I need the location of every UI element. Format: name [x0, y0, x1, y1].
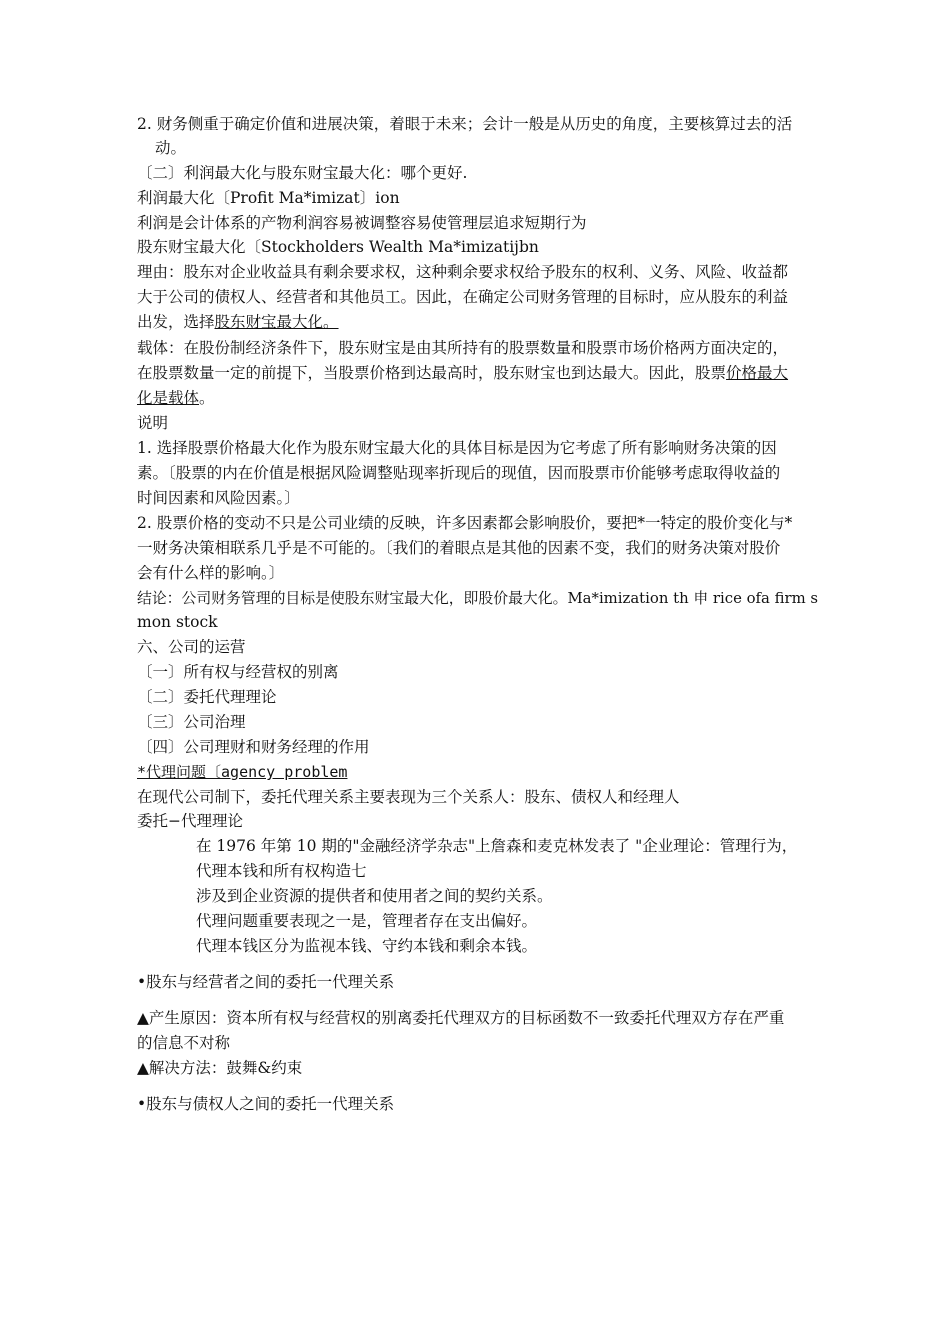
underlined-heading: *代理问题〔agency problem [137, 763, 348, 781]
text-line [137, 387, 215, 409]
underlined-text: 股东财宝最大化。 [214, 313, 339, 331]
text-span: 出发，选择 [137, 313, 215, 331]
text-line [137, 362, 788, 384]
text-line: 利润是会计体系的产物利润容易被调整容易使管理层追求短期行为 [137, 214, 587, 232]
text-line: 会有什么样的影响。〕 [137, 564, 285, 582]
text-line: 一财务决策相联系几乎是不可能的。〔我们的着眼点是其他的因素不变，我们的财务决策对股价 [137, 539, 781, 557]
text-line: 时间因素和风险因素。〕 [137, 489, 300, 507]
text-line: ▲产生原因：资本所有权与经营权的别离委托代理双方的目标函数不一致委托代理双方存在严重 [137, 1009, 785, 1027]
underlined-text: 价格最大 [726, 364, 789, 382]
text-line: 2. 股票价格的变动不只是公司业绩的反映，许多因素都会影响股价，要把*一特定的股价变化与* [137, 514, 793, 532]
text-line: 在现代公司制下，委托代理关系主要表现为三个关系人：股东、债权人和经理人 [137, 788, 680, 806]
bullet-item: •股东与债权人之间的委托一代理关系 [137, 1095, 395, 1113]
text-line: 涉及到企业资源的提供者和使用者之间的契约关系。 [196, 887, 553, 905]
text-line: 素。〔股票的内在价值是根据风险调整贴现率折现后的现值，因而股票市价能够考虑取得收益的 [137, 464, 781, 482]
text-line: 利润最大化〔Profit Ma*imizat〕ion [137, 189, 400, 207]
text-span: 在股票数量一定的前提下，当股票价格到达最高时，股东财宝也到达最大。因此，股票 [137, 364, 727, 382]
text-line: 委托−代理理论 [137, 812, 243, 830]
underlined-text: 化是载体 [137, 389, 200, 407]
text-line: 载体：在股份制经济条件下，股东财宝是由其所持有的股票数量和股票市场价格两方面决定的， [137, 339, 789, 357]
text-line: 〔二〕委托代理理论 [137, 688, 277, 706]
text-line: 动。 [155, 139, 187, 157]
text-line: 代理本钱和所有权构造七 [196, 862, 367, 880]
text-line [137, 311, 339, 333]
text-line: 大于公司的债权人、经营者和其他员工。因此，在确定公司财务管理的目标时，应从股东的利益 [137, 288, 789, 306]
text-line: 1. 选择股票价格最大化作为股东财宝最大化的具体目标是因为它考虑了所有影响财务决策的因 [137, 439, 777, 457]
text-line: 结论：公司财务管理的目标是使股东财宝最大化，即股价最大化。Ma*imization th 申 rice ofa firm s [137, 589, 818, 607]
section-heading: 〔二〕利润最大化与股东财宝最大化：哪个更好. [137, 164, 468, 182]
section-heading: 六、公司的运营 [137, 638, 246, 656]
text-line: 股东财宝最大化〔Stockholders Wealth Ma*imizatijbn [137, 238, 539, 256]
bullet-item: •股东与经营者之间的委托一代理关系 [137, 973, 395, 991]
text-span: 。 [199, 389, 215, 407]
text-line: 理由：股东对企业收益具有剩余要求权，这种剩余要求权给予股东的权利、义务、风险、收益都 [137, 263, 789, 281]
text-line: 说明 [137, 414, 169, 432]
text-line: 在 1976 年第 10 期的"金融经济学杂志"上詹森和麦克林发表了 "企业理论：管理行为， [196, 837, 798, 855]
text-line: mon stock [137, 613, 218, 631]
text-line: 代理本钱区分为监视本钱、守约本钱和剩余本钱。 [196, 937, 538, 955]
text-line: ▲解决方法：鼓舞&约束 [137, 1059, 303, 1077]
text-line: 2. 财务侧重于确定价值和进展决策，着眼于未来；会计一般是从历史的角度，主要核算过去的活 [137, 115, 793, 133]
text-line: 代理问题重要表现之一是，管理者存在支出偏好。 [196, 912, 538, 930]
text-line: 〔三〕公司治理 [137, 713, 246, 731]
text-line: 〔一〕所有权与经营权的别离 [137, 663, 339, 681]
text-line: 的信息不对称 [137, 1034, 231, 1052]
text-line: 〔四〕公司理财和财务经理的作用 [137, 738, 370, 756]
